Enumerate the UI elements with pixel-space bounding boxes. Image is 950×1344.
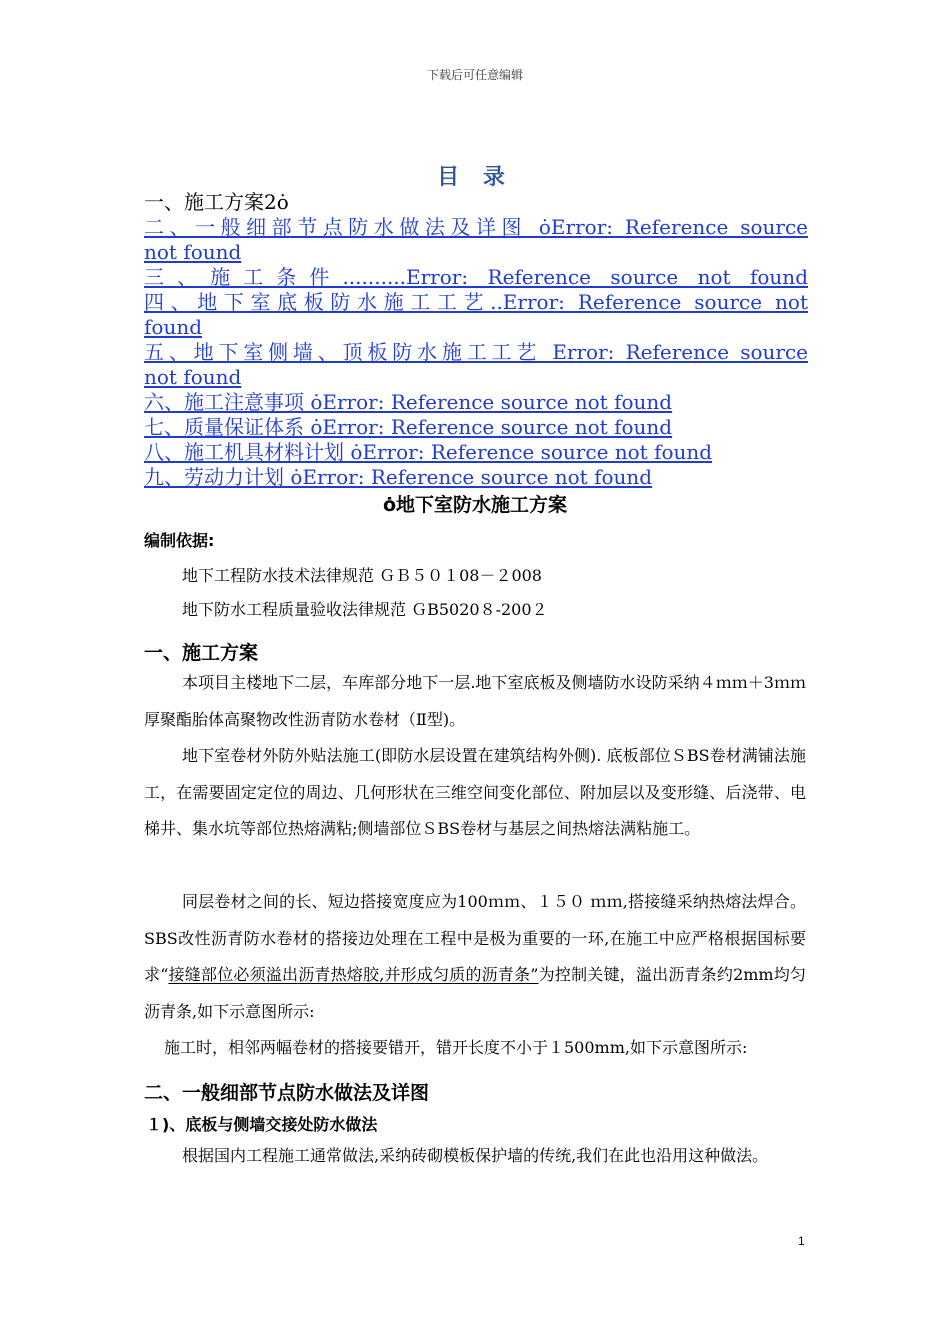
toc-entry-2-cont[interactable]: not found [144,240,242,264]
paragraph-3-text-b: 为控制关键，溢出沥青条约2mm均匀沥青条,如下示意图所示: [144,965,806,1021]
toc-entry-9[interactable]: 九、劳动力计划 ȯError: Reference source not found [144,465,653,489]
toc-entry-2[interactable]: 二、一般细部节点防水做法及详图 ȯError: Reference source [144,215,808,239]
toc-entry-3[interactable]: 三、施工条件..........Error: Reference source not found [144,265,808,289]
basis-label: 编制依据: [144,531,215,550]
basis-item-2: 地下防水工程质量验收法律规范 ＧB5020８-200２ [182,600,548,619]
document-title: ȯ地下室防水施工方案 [382,494,568,516]
section-1-paragraph-2: 地下室卷材外防外贴法施工(即防水层设置在建筑结构外侧). 底板部位ＳBS卷材满铺法施工，在需要固定定位的周边、几何形状在三维空间变化部位、附加层以及变形缝、后浇带、电梯井、集水坑等部位热熔满粘;侧墙部位ＳBS卷材与基层之间热熔法满粘施工。 [144,746,806,838]
section-2-heading: 二、一般细部节点防水做法及详图 [144,1082,430,1104]
page-number: 1 [798,1234,805,1248]
toc-entry-6[interactable]: 六、施工注意事项 ȯError: Reference source not found [144,390,673,414]
section-1-paragraph-3 [144,884,806,1030]
paragraph-3-underlined: 接缝部位必须溢出沥青热熔胶,并形成匀质的沥青条” [168,965,539,984]
toc-entry-4[interactable]: 四、地下室底板防水施工工艺..Error: Reference source not [144,290,808,314]
section-1-paragraph-4: 施工时，相邻两幅卷材的搭接要错开，错开长度不小于１500mm,如下示意图所示: [164,1038,748,1057]
paragraph-3-text-a: 同层卷材之间的长、短边搭接宽度应为100ｍｍ、１５０ ｍｍ,搭接缝采纳热熔法焊合。SBS改性沥青防水卷材的搭接边处理在工程中是极为重要的一环,在施工中应严格根据国标要求“ [144,892,806,984]
toc-entry-1[interactable]: 一、施工方案2ȯ [144,190,289,214]
header-note: 下载后可任意编辑 [426,68,523,82]
section-2-subheading-1: １)、底板与侧墙交接处防水做法 [146,1115,378,1134]
toc-title: 目 录 [437,164,513,190]
toc-entry-5[interactable]: 五、地下室侧墙、顶板防水施工工艺 Error: Reference source [144,340,808,364]
toc-entry-8[interactable]: 八、施工机具材料计划 ȯError: Reference source not found [144,440,713,464]
table-of-contents [144,190,808,490]
toc-entry-4-cont[interactable]: found [144,315,203,339]
section-1-heading: 一、施工方案 [144,642,259,664]
basis-item-1: 地下工程防水技术法律规范 ＧＢ５０１08－２008 [182,566,542,585]
toc-entry-5-cont[interactable]: not found [144,365,242,389]
section-2-paragraph-1: 根据国内工程施工通常做法,采纳砖砌模板保护墙的传统,我们在此也沿用这种做法。 [182,1146,769,1165]
toc-entry-7[interactable]: 七、质量保证体系 ȯError: Reference source not found [144,415,673,439]
section-1-paragraph-1: 本项目主楼地下二层，车库部分地下一层.地下室底板及侧墙防水设防采纳４ｍｍ＋3ｍｍ厚聚酯胎体高聚物改性沥青防水卷材（Ⅱ型)。 [144,673,806,729]
